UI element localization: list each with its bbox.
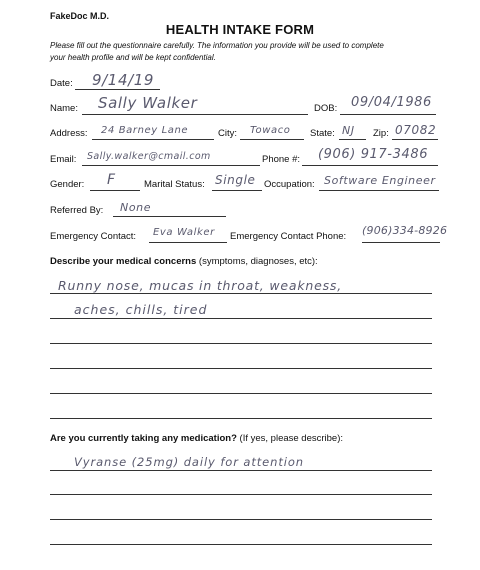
email-field[interactable]: Sally.walker@cmail.com xyxy=(87,151,211,162)
zip-label: Zip: xyxy=(373,128,389,139)
phone-label: Phone #: xyxy=(262,154,301,165)
phone-line xyxy=(302,165,438,166)
medication-line-2[interactable] xyxy=(50,494,432,495)
zip-line xyxy=(392,139,438,140)
brand-name: FakeDoc M.D. xyxy=(50,11,110,21)
date-line xyxy=(75,89,160,90)
state-label: State: xyxy=(310,128,335,139)
city-label: City: xyxy=(218,128,237,139)
medication-rule-1 xyxy=(50,470,432,471)
concerns-line-4[interactable] xyxy=(50,368,432,369)
dob-line xyxy=(340,114,436,115)
occupation-field[interactable]: Software Engineer xyxy=(324,174,436,187)
concerns-line-5[interactable] xyxy=(50,393,432,394)
marital-status-line xyxy=(212,190,262,191)
medication-line-4[interactable] xyxy=(50,544,432,545)
name-label: Name: xyxy=(50,103,78,114)
emergency-phone-label: Emergency Contact Phone: xyxy=(230,231,347,242)
concerns-line-3[interactable] xyxy=(50,343,432,344)
date-label: Date: xyxy=(50,78,73,89)
dob-field[interactable]: 09/04/1986 xyxy=(351,95,432,110)
occupation-line xyxy=(319,190,439,191)
address-field[interactable]: 24 Barney Lane xyxy=(101,125,189,136)
email-line xyxy=(82,165,260,166)
gender-field[interactable]: F xyxy=(107,172,116,188)
emergency-phone-field[interactable]: (906)334-8926 xyxy=(362,224,448,237)
concerns-line-6[interactable] xyxy=(50,418,432,419)
city-field[interactable]: Towaco xyxy=(250,125,291,136)
emergency-contact-label: Emergency Contact: xyxy=(50,231,137,242)
marital-status-field[interactable]: Single xyxy=(215,173,256,187)
gender-line xyxy=(90,190,140,191)
emergency-contact-line xyxy=(149,242,227,243)
medication-line-3[interactable] xyxy=(50,519,432,520)
concerns-heading-note: (symptoms, diagnoses, etc): xyxy=(196,256,318,267)
medication-line-1[interactable] xyxy=(50,455,432,483)
emergency-contact-field[interactable]: Eva Walker xyxy=(153,227,215,238)
instructions-line-2: your health profile and will be kept confidential. xyxy=(50,53,216,62)
dob-label: DOB: xyxy=(314,103,338,114)
state-line xyxy=(339,139,366,140)
referred-by-label: Referred By: xyxy=(50,205,104,216)
date-field[interactable]: 9/14/19 xyxy=(92,71,155,89)
address-label: Address: xyxy=(50,128,88,139)
city-line xyxy=(240,139,304,140)
email-label: Email: xyxy=(50,154,77,165)
concerns-heading xyxy=(50,256,318,267)
form-instructions xyxy=(50,40,440,64)
name-field[interactable]: Sally Walker xyxy=(98,94,198,112)
concerns-rule-2 xyxy=(50,318,432,319)
name-line xyxy=(82,114,308,115)
medication-heading-bold: Are you currently taking any medication? xyxy=(50,433,237,444)
referred-by-field[interactable]: None xyxy=(120,201,152,214)
state-field[interactable]: NJ xyxy=(342,124,355,137)
medication-text-1: Vyranse (25mg) daily for attention xyxy=(74,455,304,469)
gender-label: Gender: xyxy=(50,179,85,190)
concerns-rule-1 xyxy=(50,293,432,294)
medication-heading xyxy=(50,433,343,444)
medication-heading-note: (If yes, please describe): xyxy=(236,433,344,444)
emergency-phone-line xyxy=(362,242,440,243)
concerns-text-2: aches, chills, tired xyxy=(74,302,208,317)
form-title: HEALTH INTAKE FORM xyxy=(165,22,315,37)
referred-by-line xyxy=(113,216,226,217)
concerns-text-1: Runny nose, mucas in throat, weakness, xyxy=(58,278,342,293)
concerns-line-2[interactable] xyxy=(50,302,432,330)
address-line xyxy=(92,139,214,140)
zip-field[interactable]: 07082 xyxy=(395,123,437,137)
concerns-heading-bold: Describe your medical concerns xyxy=(50,256,197,267)
instructions-line-1: Please fill out the questionnaire carefully. The information you provide will be used to complete xyxy=(50,41,384,50)
marital-status-label: Marital Status: xyxy=(144,179,205,190)
phone-field[interactable]: (906) 917-3486 xyxy=(318,147,429,162)
occupation-label: Occupation: xyxy=(264,179,315,190)
